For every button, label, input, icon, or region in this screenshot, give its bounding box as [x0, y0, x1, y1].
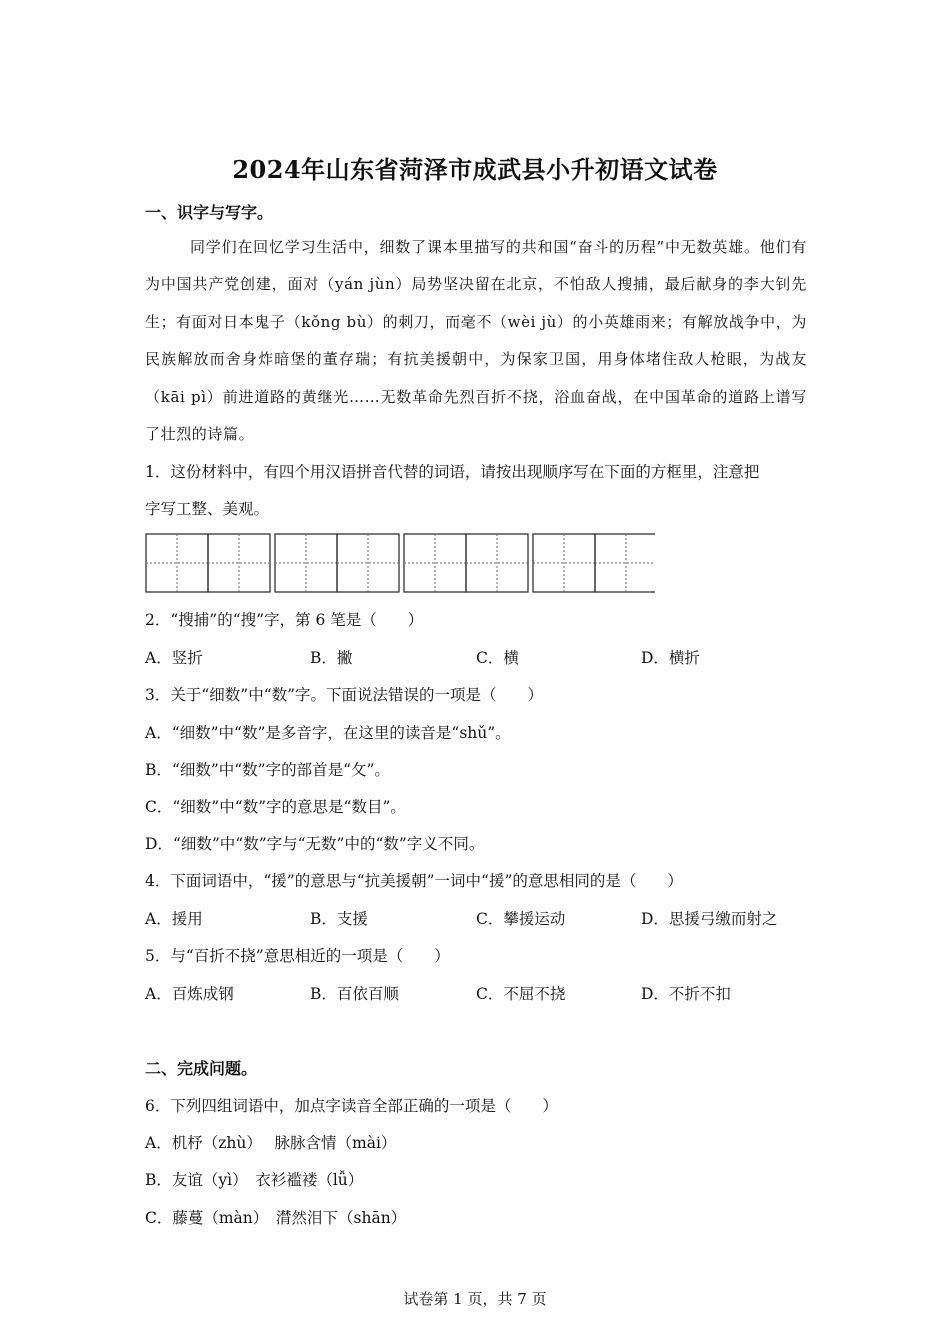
question-5-stem: 5．与“百折不挠”意思相近的一项是（ ）: [145, 947, 450, 965]
q5-option-d[interactable]: D．不折不扣: [641, 985, 731, 1003]
q2-option-c[interactable]: C．横: [476, 649, 519, 667]
section-heading-2: 二、完成问题。: [145, 1059, 258, 1078]
q4-option-d[interactable]: D．思援弓缴而射之: [641, 910, 778, 928]
q5-option-a[interactable]: A．百炼成钢: [145, 985, 234, 1003]
answer-writing-grid[interactable]: [145, 533, 655, 593]
q6-option-a[interactable]: A．机杼（zhù） 脉脉含情（mài）: [145, 1134, 397, 1152]
tianzige-boxes[interactable]: [145, 533, 655, 593]
q4-option-b[interactable]: B．支援: [310, 910, 368, 928]
q3-option-a[interactable]: A．“细数”中“数”是多音字，在这里的读音是“shǔ”。: [145, 724, 511, 742]
question-1-line-2: 字写工整、美观。: [145, 500, 270, 518]
q6-option-c[interactable]: C．藤蔓（màn） 潸然泪下（shān）: [145, 1209, 407, 1227]
q3-option-c[interactable]: C．“细数”中“数”字的意思是“数目”。: [145, 798, 406, 816]
page-footer: 试卷第 1 页，共 7 页: [403, 1290, 547, 1308]
q4-option-a[interactable]: A．援用: [145, 910, 203, 928]
section-heading-1: 一、识字与写字。: [145, 203, 274, 222]
q3-option-d[interactable]: D．“细数”中“数”字与“无数”中的“数”字义不同。: [145, 835, 485, 853]
page-title: 2024年山东省菏泽市成武县小升初语文试卷: [232, 155, 718, 184]
q6-option-b[interactable]: B．友谊（yì） 衣衫褴褛（lǚ）: [145, 1171, 364, 1189]
q5-option-b[interactable]: B．百依百顺: [310, 985, 399, 1003]
question-4-stem: 4．下面词语中，“援”的意思与“抗美援朝”一词中“援”的意思相同的是（ ）: [145, 872, 683, 890]
q2-option-a[interactable]: A．竖折: [145, 649, 203, 667]
question-6-stem: 6．下列四组词语中，加点字读音全部正确的一项是（ ）: [145, 1097, 558, 1115]
q2-option-d[interactable]: D．横折: [641, 649, 700, 667]
question-2-stem: 2．“搜捕”的“搜”字，第 6 笔是（ ）: [145, 611, 424, 629]
q2-option-b[interactable]: B．撇: [310, 649, 353, 667]
q4-option-c[interactable]: C．攀援运动: [476, 910, 566, 928]
question-1-line-1: 1．这份材料中，有四个用汉语拼音代替的词语，请按出现顺序写在下面的方框里，注意把: [145, 463, 760, 481]
reading-passage: 同学们在回忆学习生活中，细数了课本里描写的共和国“奋斗的历程”中无数英雄。他们有为中国共产党创建，面对（yán jùn）局势坚决留在北京，不怕敌人搜捕，最后献身的李大钊先生；有面对日本鬼子（kǒng bù）的刺刀，而毫不（wèi jù）的小英雄雨来；有解放战争中，为民族解放而舍身炸暗堡的董存瑞；有抗美援朝中，为保家卫国，用身体堵住敌人枪眼，为战友（kāi pì）前进道路的黄继光……无数革命先烈百折不挠，浴血奋战，在中国革命的道路上谱写了壮烈的诗篇。: [145, 238, 807, 444]
question-3-stem: 3．关于“细数”中“数”字。下面说法错误的一项是（ ）: [145, 686, 544, 704]
q3-option-b[interactable]: B．“细数”中“数”字的部首是“攵”。: [145, 761, 390, 779]
q5-option-c[interactable]: C．不屈不挠: [476, 985, 566, 1003]
